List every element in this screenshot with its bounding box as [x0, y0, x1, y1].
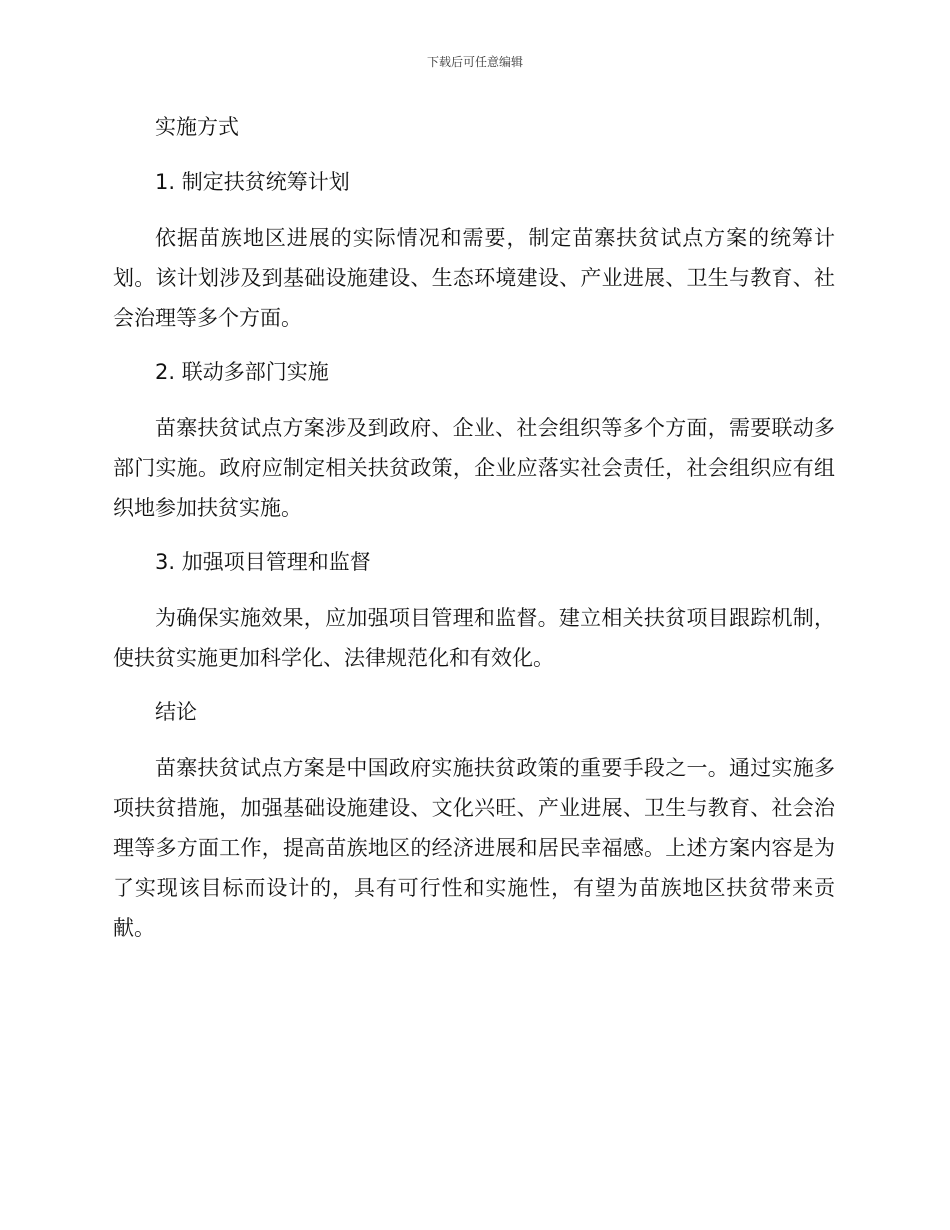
section-paragraph-plan: 依据苗族地区进展的实际情况和需要，制定苗寨扶贫试点方案的统筹计划。该计划涉及到基础设施建设、生态环境建设、产业进展、卫生与教育、社会治理等多个方面。 [113, 226, 835, 330]
section-heading-conclusion: 结论 [155, 700, 197, 724]
section-heading-management: 3. 加强项目管理和监督 [155, 550, 371, 574]
section-paragraph-departments: 苗寨扶贫试点方案涉及到政府、企业、社会组织等多个方面，需要联动多部门实施。政府应制定相关扶贫政策，企业应落实社会责任，社会组织应有组织地参加扶贫实施。 [113, 416, 835, 520]
section-paragraph-conclusion: 苗寨扶贫试点方案是中国政府实施扶贫政策的重要手段之一。通过实施多项扶贫措施，加强基础设施建设、文化兴旺、产业进展、卫生与教育、社会治理等多方面工作，提高苗族地区的经济进展和居民幸福感。上述方案内容是为了实现该目标而设计的，具有可行性和实施性，有望为苗族地区扶贫带来贡献。 [113, 756, 835, 940]
section-heading-plan: 1. 制定扶贫统筹计划 [155, 170, 350, 194]
page-header: 下载后可任意编辑 [426, 55, 523, 69]
section-heading-implementation: 实施方式 [155, 115, 239, 139]
section-heading-departments: 2. 联动多部门实施 [155, 360, 329, 384]
section-paragraph-management: 为确保实施效果，应加强项目管理和监督。建立相关扶贫项目跟踪机制，使扶贫实施更加科学化、法律规范化和有效化。 [113, 606, 835, 670]
document-body [113, 108, 835, 963]
